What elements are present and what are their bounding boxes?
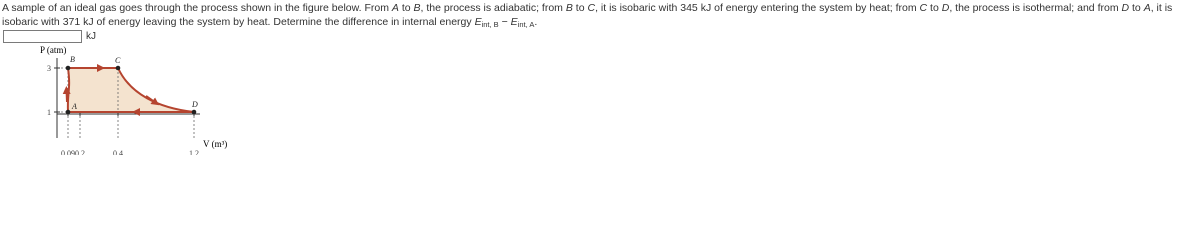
arrow-ab (67, 90, 68, 102)
pv-diagram-svg (40, 44, 260, 155)
y-tick-label-3: 3 (47, 64, 51, 73)
x-tick-labels (61, 149, 199, 155)
cycle-region (68, 68, 194, 112)
v-axis-label: V (m³) (203, 139, 228, 149)
answer-row (3, 29, 96, 43)
p-axis-label: P (atm) (40, 45, 67, 55)
point-label-c: C (115, 56, 121, 65)
x-tick-label-1_2: 1.2 (189, 149, 199, 155)
x-tick-label-0_4: 0.4 (113, 149, 123, 155)
point-d (192, 110, 197, 115)
y-tick-label-1: 1 (47, 108, 51, 117)
point-b (66, 66, 71, 71)
x-tick-label-0_09: 0.09 (61, 149, 75, 155)
answer-unit: kJ (86, 30, 96, 42)
point-label-a: A (72, 102, 77, 111)
x-tick-label-0_2: 0.2 (75, 149, 85, 155)
point-c (116, 66, 121, 71)
y-tick-labels (47, 64, 51, 117)
point-label-d: D (192, 100, 198, 109)
pv-diagram (40, 44, 260, 155)
question-text: A sample of an ideal gas goes through the process shown in the figure below. From A to B, the process is adiabatic; from B to C, it is isobaric with 345 kJ of energy entering the system by heat; from C to D, the process is isothermal; and from D to A, it is isobaric with 371 kJ of energy leaving the system by heat. Determine the difference in internal energy $E_{int, B} - E_{int, A}$. (2, 2, 1173, 29)
point-label-b: B (70, 55, 75, 64)
answer-input[interactable] (3, 30, 82, 43)
point-a (66, 110, 71, 115)
